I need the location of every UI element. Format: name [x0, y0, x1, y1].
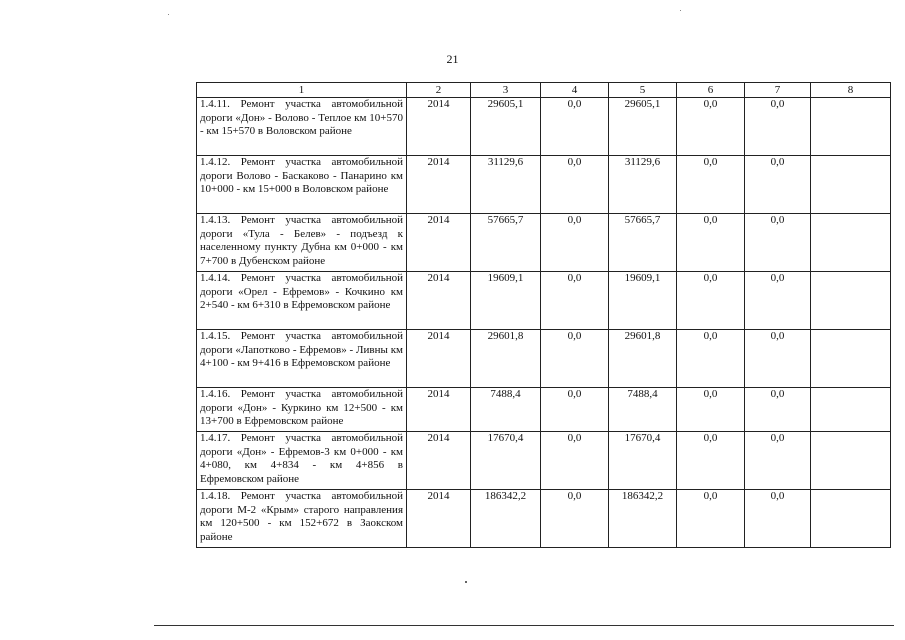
row-col3: 29601,8 — [471, 330, 541, 388]
row-col7: 0,0 — [745, 272, 811, 330]
row-col3: 186342,2 — [471, 490, 541, 548]
row-col5: 7488,4 — [609, 388, 677, 432]
row-description: 1.4.15. Ремонт участка автомобильной дороги «Лапотково - Ефремов» - Ливны км 4+100 - км 9+416 в Ефремовском районе — [197, 330, 407, 388]
row-description: 1.4.16. Ремонт участка автомобильной дороги «Дон» - Куркино км 12+500 - км 13+700 в Ефремовском районе — [197, 388, 407, 432]
row-year: 2014 — [407, 490, 471, 548]
column-header: 6 — [677, 83, 745, 98]
row-description: 1.4.12. Ремонт участка автомобильной дороги Волово - Баскаково - Панарино км 10+000 - км 15+000 в Воловском районе — [197, 156, 407, 214]
column-header: 5 — [609, 83, 677, 98]
row-col7: 0,0 — [745, 432, 811, 490]
row-col6: 0,0 — [677, 98, 745, 156]
row-col4: 0,0 — [541, 490, 609, 548]
column-header: 4 — [541, 83, 609, 98]
column-header: 8 — [811, 83, 891, 98]
row-col5: 186342,2 — [609, 490, 677, 548]
row-col7: 0,0 — [745, 214, 811, 272]
page-number: 21 — [446, 52, 459, 66]
column-header: 3 — [471, 83, 541, 98]
row-col5: 57665,7 — [609, 214, 677, 272]
row-year: 2014 — [407, 272, 471, 330]
row-col6: 0,0 — [677, 432, 745, 490]
row-col4: 0,0 — [541, 98, 609, 156]
row-year: 2014 — [407, 388, 471, 432]
row-col5: 29601,8 — [609, 330, 677, 388]
row-year: 2014 — [407, 330, 471, 388]
row-col6: 0,0 — [677, 214, 745, 272]
row-description: 1.4.11. Ремонт участка автомобильной дороги «Дон» - Волово - Теплое км 10+570 - км 15+570 в Воловском районе — [197, 98, 407, 156]
row-col4: 0,0 — [541, 432, 609, 490]
table-row — [197, 272, 891, 330]
row-col4: 0,0 — [541, 388, 609, 432]
scan-dot — [465, 581, 467, 583]
row-description: 1.4.13. Ремонт участка автомобильной дороги «Тула - Белев» - подъезд к населенному пункту Дубна км 0+000 - км 7+700 в Дубенском районе — [197, 214, 407, 272]
row-description: 1.4.17. Ремонт участка автомобильной дороги «Дон» - Ефремов-3 км 0+000 - км 4+080, км 4+834 - км 4+856 в Ефремовском районе — [197, 432, 407, 490]
column-header: 1 — [197, 83, 407, 98]
row-col6: 0,0 — [677, 330, 745, 388]
row-col4: 0,0 — [541, 272, 609, 330]
row-col4: 0,0 — [541, 214, 609, 272]
row-col3: 31129,6 — [471, 156, 541, 214]
table-row — [197, 98, 891, 156]
row-description: 1.4.18. Ремонт участка автомобильной дороги М-2 «Крым» старого направления км 120+500 - км 152+672 в Заокском районе — [197, 490, 407, 548]
row-col8 — [811, 388, 891, 432]
row-col5: 19609,1 — [609, 272, 677, 330]
row-col7: 0,0 — [745, 388, 811, 432]
table-row — [197, 330, 891, 388]
row-col7: 0,0 — [745, 330, 811, 388]
row-col6: 0,0 — [677, 272, 745, 330]
row-col7: 0,0 — [745, 490, 811, 548]
table-row — [197, 490, 891, 548]
road-repair-table — [196, 82, 891, 548]
row-col4: 0,0 — [541, 330, 609, 388]
row-col3: 29605,1 — [471, 98, 541, 156]
row-col6: 0,0 — [677, 388, 745, 432]
column-header: 2 — [407, 83, 471, 98]
row-col8 — [811, 330, 891, 388]
row-col8 — [811, 156, 891, 214]
scan-speck — [168, 14, 169, 15]
row-col8 — [811, 98, 891, 156]
table-row — [197, 214, 891, 272]
row-col7: 0,0 — [745, 98, 811, 156]
row-col4: 0,0 — [541, 156, 609, 214]
footer-rule — [154, 625, 894, 626]
scan-speck — [680, 10, 681, 11]
row-year: 2014 — [407, 98, 471, 156]
table-row — [197, 432, 891, 490]
row-col3: 19609,1 — [471, 272, 541, 330]
row-col6: 0,0 — [677, 490, 745, 548]
row-col5: 31129,6 — [609, 156, 677, 214]
row-col3: 57665,7 — [471, 214, 541, 272]
row-col3: 7488,4 — [471, 388, 541, 432]
row-year: 2014 — [407, 214, 471, 272]
row-col5: 29605,1 — [609, 98, 677, 156]
row-col3: 17670,4 — [471, 432, 541, 490]
row-year: 2014 — [407, 156, 471, 214]
row-col8 — [811, 490, 891, 548]
row-col7: 0,0 — [745, 156, 811, 214]
row-col5: 17670,4 — [609, 432, 677, 490]
row-col6: 0,0 — [677, 156, 745, 214]
row-description: 1.4.14. Ремонт участка автомобильной дороги «Орел - Ефремов» - Кочкино км 2+540 - км 6+310 в Ефремовском районе — [197, 272, 407, 330]
column-header: 7 — [745, 83, 811, 98]
row-col8 — [811, 432, 891, 490]
row-year: 2014 — [407, 432, 471, 490]
table-row — [197, 388, 891, 432]
header-row — [197, 83, 891, 98]
table-row — [197, 156, 891, 214]
row-col8 — [811, 272, 891, 330]
row-col8 — [811, 214, 891, 272]
